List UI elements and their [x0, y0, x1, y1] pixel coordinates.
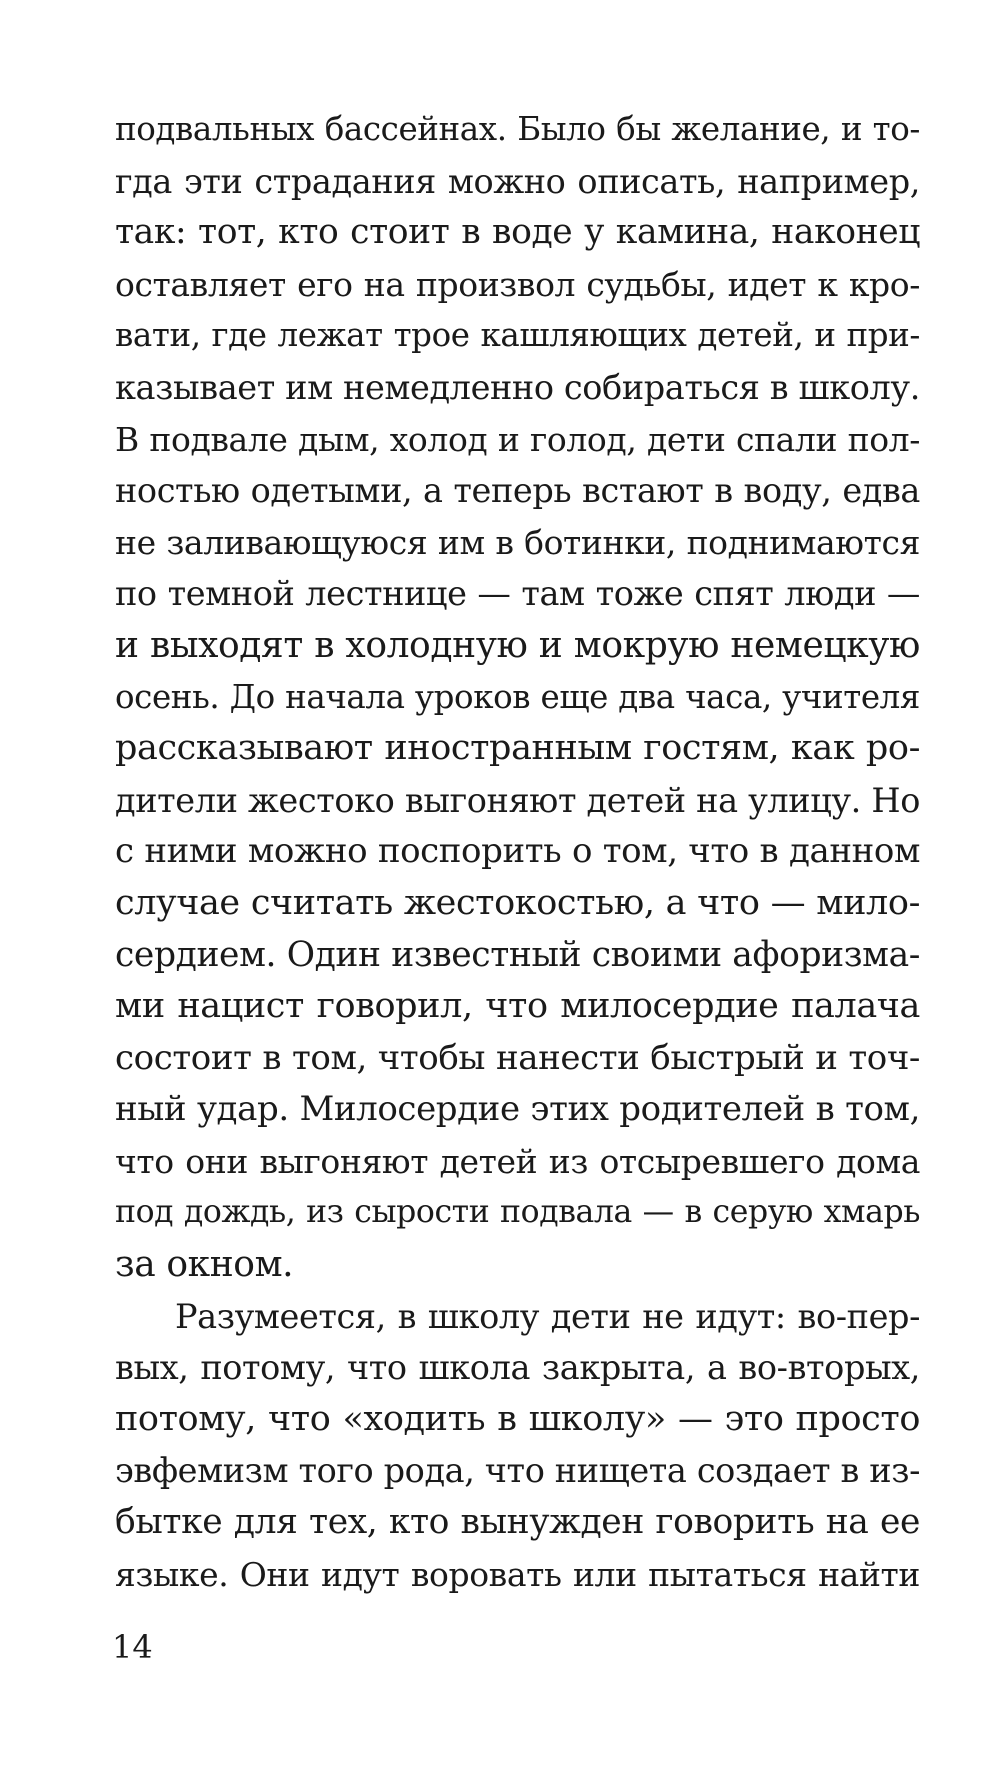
text-line: вых, потому, что школа закрыта, а во-вторых,: [115, 1348, 920, 1388]
text-line: рассказывают иностранным гостям, как ро-: [115, 728, 920, 769]
text-line: по темной лестнице — там тоже спят люди —: [115, 574, 920, 614]
text-line: ностью одетыми, а теперь встают в воду, едва: [115, 471, 920, 511]
text-line: под дождь, из сырости подвала — в серую хмарь: [115, 1194, 920, 1231]
text-line: потому, что «ходить в школу» — это просто: [115, 1398, 920, 1439]
text-line: сердием. Один известный своими афоризма-: [115, 934, 920, 975]
text-line: дители жестоко выгоняют детей на улицу. Но: [115, 780, 920, 820]
text-line: с ними можно поспорить о том, что в данном: [115, 831, 920, 872]
body-text: [115, 104, 920, 1600]
text-line: состоит в том, чтобы нанести быстрый и точ-: [115, 1037, 920, 1078]
text-line: гда эти страдания можно описать, например,: [115, 161, 920, 201]
text-line: Разумеется, в школу дети не идут: во-пер-: [175, 1296, 920, 1336]
text-line: вати, где лежат трое кашляющих детей, и при-: [115, 316, 920, 355]
text-line: эвфемизм того рода, что нищета создает в из-: [115, 1451, 920, 1491]
page-number: 14: [112, 1628, 153, 1666]
text-line: казывает им немедленно собираться в школу.: [115, 367, 920, 407]
text-line: подвальных бассейнах. Было бы желание, и то-: [115, 110, 920, 148]
text-line: языке. Они идут воровать или пытаться найти: [115, 1554, 920, 1594]
text-line: не заливающуюся им в ботинки, поднимаются: [115, 522, 920, 562]
text-line: оставляет его на произвол судьбы, идет к кро-: [115, 264, 920, 304]
text-line: случае считать жестокостью, а что — мило-: [115, 882, 920, 923]
text-line: за окном.: [115, 1244, 294, 1286]
text-line: бытке для тех, кто вынужден говорить на ее: [115, 1502, 920, 1543]
text-line: что они выгоняют детей из отсыревшего дома: [115, 1141, 920, 1181]
text-line: ми нацист говорил, что милосердие палача: [115, 986, 920, 1027]
text-line: В подвале дым, холод и голод, дети спали пол-: [115, 419, 920, 459]
text-line: ный удар. Милосердие этих родителей в том,: [115, 1089, 920, 1130]
text-line: и выходят в холодную и мокрую немецкую: [115, 624, 920, 666]
text-line: осень. До начала уроков еще два часа, учителя: [115, 677, 920, 716]
text-line: так: тот, кто стоит в воде у камина, наконец: [115, 212, 920, 253]
